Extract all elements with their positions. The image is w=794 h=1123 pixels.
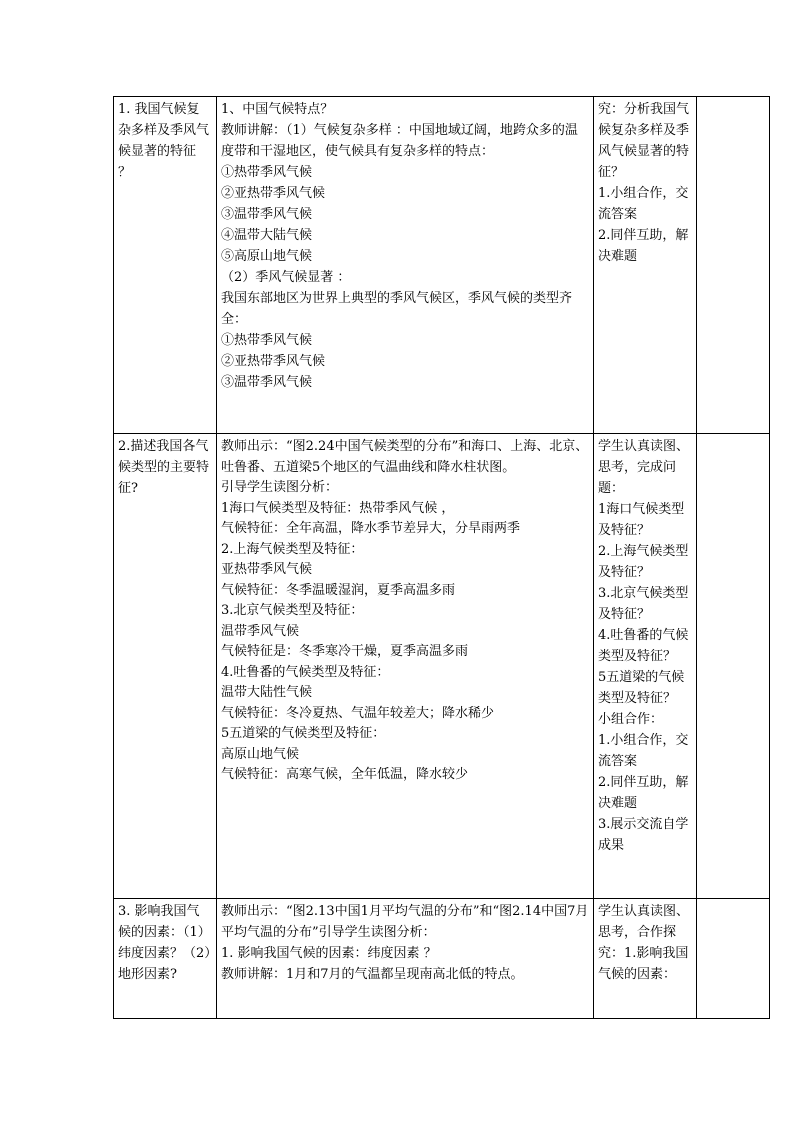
lesson-table [113,96,770,1019]
teacher-line: 气候特征：冬冷夏热、气温年较差大；降水稀少 [221,705,495,721]
student-line: 3.展示交流自学成果 [598,817,689,853]
student-line: 5五道梁的气候类型及特征？ [598,670,685,706]
teacher-line: （2）季风气候显著 ： [221,270,351,285]
topic-cell [114,97,217,434]
teacher-line: ①热带季风气候 [221,165,313,180]
teacher-line: 5五道梁的气候类型及特征： [221,726,386,741]
teacher-line: 教师讲解：（1）气候复杂多样 ：中国地域辽阔，地跨众多的温度带和干湿地区，使气候具有复杂多样的特点： [221,123,578,159]
teacher-line: 1. 影响我国气候的因素：纬度因素 ？ [221,946,437,961]
student-line: 2.同伴互助，解决难题 [598,228,689,264]
teacher-cell [217,899,594,1019]
teacher-cell [217,434,594,899]
teacher-line: 4.吐鲁番的气候类型及特征： [221,664,390,680]
student-line: 3.北京气候类型及特征？ [598,586,689,622]
student-line: 究：分析我国气候复杂多样及季风气候显著的特征？ [598,102,690,180]
student-line: 4.吐鲁番的气候类型及特征？ [598,628,689,664]
student-line: 2.同伴互助，解决难题 [598,775,689,811]
teacher-line: ④温带大陆气候 [221,228,313,243]
teacher-line: 气候特征：冬季温暖湿润，夏季高温多雨 [221,582,456,598]
teacher-line: 引导学生读图分析： [221,480,339,495]
student-cell [594,97,697,434]
teacher-line: 教师出示：“图2.13中国1月平均气温的分布”和“图2.14中国7月平均气温的分布”引导学生读图分析： [221,904,589,940]
student-line: 2.上海气候类型及特征？ [598,544,689,580]
student-line: 1.小组合作，交流答案 [598,186,689,222]
teacher-line: 温带大陆性气候 [221,685,313,700]
teacher-line: 气候特征是：冬季寒冷干燥，夏季高温多雨 [221,644,469,659]
notes-cell [697,97,770,434]
teacher-line: 1、中国气候特点？ [221,102,334,117]
teacher-line: ③温带季风气候 [221,375,313,390]
topic-text: 3. 影响我国气候的因素：（1）纬度因素？（2）地形因素? [118,904,211,982]
table-row [114,899,770,1019]
student-cell [594,434,697,899]
topic-cell [114,899,217,1019]
teacher-line: 气候特征：全年高温，降水季节差异大，分旱雨两季 [221,521,521,536]
teacher-line: 教师出示：“图2.24中国气候类型的分布”和海口、上海、北京、吐鲁番、五道梁5个地区的气温曲线和降水柱状图。 [221,439,589,475]
teacher-line: 2.上海气候类型及特征： [221,541,364,557]
notes-cell [697,899,770,1019]
student-line: 1.小组合作，交流答案 [598,733,689,769]
student-line: 小组合作： [598,712,664,727]
notes-cell [697,434,770,899]
topic-cell [114,434,217,899]
teacher-line: ①热带季风气候 [221,333,313,348]
teacher-cell [217,97,594,434]
teacher-line: 我国东部地区为世界上典型的季风气候区，季风气候的类型齐全： [221,291,573,327]
teacher-line: ③温带季风气候 [221,207,313,222]
table-row [114,97,770,434]
topic-text: 2.描述我国各气候类型的主要特征? [118,439,210,496]
topic-text: 1. 我国气候复杂多样及季风气候显著的特征 ？ [118,102,210,180]
teacher-line: 教师讲解：1月和7月的气温都呈现南高北低的特点。 [221,967,524,982]
teacher-line: 气候特征：高寒气候，全年低温，降水较少 [221,767,469,782]
teacher-line: ②亚热带季风气候 [221,354,326,369]
teacher-line: 1海口气候类型及特征：热带季风气候 ， [221,500,455,516]
table-row [114,434,770,899]
student-line: 学生认真读图、思考，完成问题： [598,439,690,496]
teacher-line: 高原山地气候 [221,746,300,762]
student-line: 1海口气候类型及特征？ [598,502,685,538]
teacher-line: 3.北京气候类型及特征： [221,603,364,618]
teacher-line: ②亚热带季风气候 [221,186,326,201]
teacher-line: 温带季风气候 [221,623,300,639]
student-cell [594,899,697,1019]
teacher-line: 亚热带季风气候 [221,562,313,577]
teacher-line: ⑤高原山地气候 [221,249,313,264]
student-line: 学生认真读图、思考，合作探究：1.影响我国气候的因素： [598,904,690,982]
